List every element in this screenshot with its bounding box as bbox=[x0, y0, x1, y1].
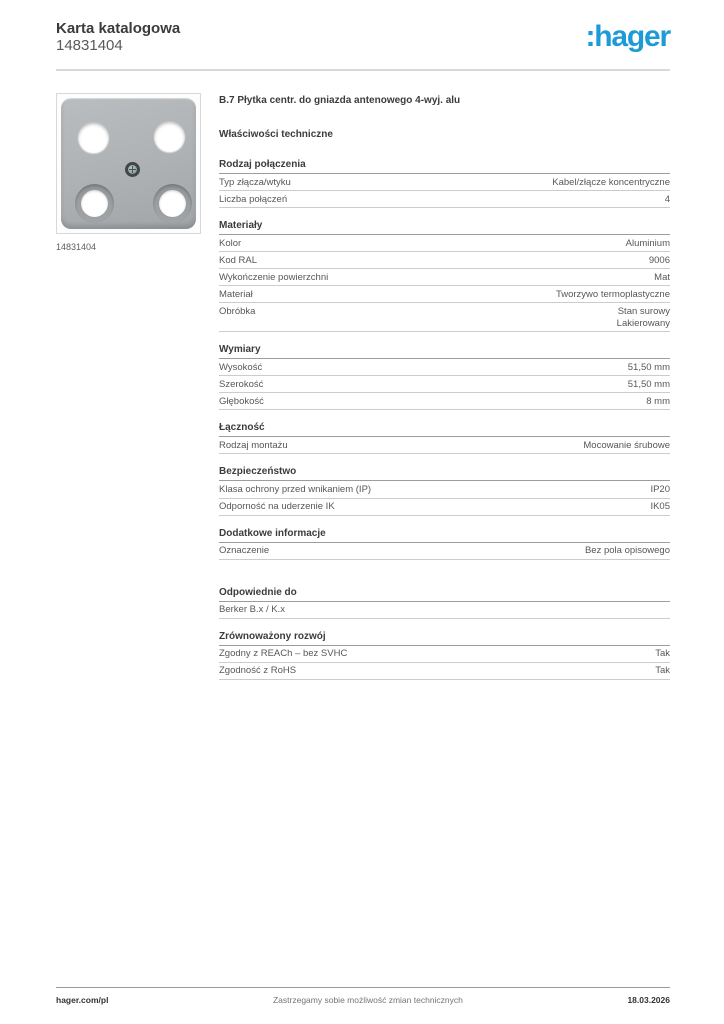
product-title: B.7 Płytka centr. do gniazda antenowego 4-wyj. alu bbox=[219, 95, 461, 106]
spec-label: Materiał bbox=[219, 288, 253, 300]
spec-section bbox=[219, 422, 670, 454]
section-title: Bezpieczeństwo bbox=[219, 466, 670, 481]
plate-hole-top-left bbox=[78, 122, 109, 153]
spec-label: Zgodny z REACh – bez SVHC bbox=[219, 648, 348, 660]
spec-label: Obróbka bbox=[219, 305, 256, 317]
spec-value: IK05 bbox=[650, 501, 670, 513]
spec-content bbox=[219, 95, 670, 680]
spec-row bbox=[219, 359, 670, 376]
spec-label: Rodzaj montażu bbox=[219, 439, 288, 451]
spec-row bbox=[219, 235, 670, 252]
screw-icon bbox=[125, 162, 140, 177]
spec-value: Mocowanie śrubowe bbox=[583, 439, 670, 451]
spec-section bbox=[219, 528, 670, 560]
product-figure bbox=[56, 93, 201, 252]
hager-logo: :hager bbox=[585, 20, 670, 53]
spec-row bbox=[219, 481, 670, 498]
spec-value: 9006 bbox=[648, 254, 670, 266]
footer-disclaimer: Zastrzegamy sobie możliwość zmian technicznych bbox=[272, 995, 463, 1005]
footer-date: 18.03.2026 bbox=[627, 995, 670, 1005]
page-header bbox=[56, 20, 670, 55]
spec-row bbox=[219, 269, 670, 286]
spec-label: Wykończenie powierzchni bbox=[219, 271, 329, 283]
spec-label: Berker B.x / K.x bbox=[219, 604, 285, 616]
spec-label: Szerokość bbox=[219, 378, 264, 390]
document-reference: 14831404 bbox=[56, 37, 123, 55]
spec-row bbox=[219, 499, 670, 516]
product-image bbox=[56, 93, 201, 234]
spec-value: Kabel/złącze koncentryczne bbox=[552, 176, 670, 188]
spec-label: Wysokość bbox=[219, 361, 263, 373]
spec-row bbox=[219, 663, 670, 680]
spec-row bbox=[219, 602, 670, 619]
spec-label: Klasa ochrony przed wnikaniem (IP) bbox=[219, 483, 372, 495]
spec-value: 8 mm bbox=[646, 395, 670, 407]
spec-row bbox=[219, 252, 670, 269]
section-title: Zrównoważony rozwój bbox=[219, 631, 670, 646]
section-title: Dodatkowe informacje bbox=[219, 528, 670, 543]
spec-label: Kolor bbox=[219, 237, 242, 249]
spec-value: Tak bbox=[655, 648, 670, 660]
cover-plate-illustration bbox=[61, 98, 196, 229]
spec-label: Kod RAL bbox=[219, 254, 258, 266]
section-title: Materiały bbox=[219, 220, 670, 235]
section-title: Rodzaj połączenia bbox=[219, 159, 670, 174]
spec-row bbox=[219, 174, 670, 191]
product-caption: 14831404 bbox=[56, 242, 97, 252]
section-title: Wymiary bbox=[219, 344, 670, 359]
spec-value: 51,50 mm bbox=[627, 361, 670, 373]
header-divider bbox=[56, 69, 670, 71]
spec-value: Tworzywo termoplastyczne bbox=[555, 288, 670, 300]
spec-section bbox=[219, 587, 670, 619]
plate-hole-bottom-left bbox=[75, 184, 114, 223]
spec-value: Bez pola opisowego bbox=[584, 545, 670, 557]
spec-value: IP20 bbox=[650, 483, 670, 495]
plate-hole-top-right bbox=[154, 121, 185, 152]
properties-heading: Właściwości techniczne bbox=[219, 129, 333, 140]
spec-sections bbox=[219, 159, 670, 680]
spec-row bbox=[219, 376, 670, 393]
footer-divider bbox=[56, 987, 670, 988]
spec-row bbox=[219, 437, 670, 454]
spec-row bbox=[219, 393, 670, 410]
spec-value: Stan surowy Lakierowany bbox=[616, 305, 670, 329]
spec-label: Oznaczenie bbox=[219, 545, 270, 557]
spec-label: Odporność na uderzenie IK bbox=[219, 501, 335, 513]
spec-row bbox=[219, 646, 670, 663]
spec-row bbox=[219, 286, 670, 303]
spec-section bbox=[219, 159, 670, 208]
document-title: Karta katalogowa bbox=[56, 20, 181, 37]
page-footer bbox=[56, 995, 670, 1005]
spec-section bbox=[219, 631, 670, 680]
spec-value: 51,50 mm bbox=[627, 378, 670, 390]
spec-section bbox=[219, 220, 670, 332]
spec-value: Mat bbox=[654, 271, 670, 283]
spec-row bbox=[219, 303, 670, 332]
spec-value: Tak bbox=[655, 665, 670, 677]
spec-section bbox=[219, 466, 670, 515]
header-title-block bbox=[56, 20, 180, 55]
spec-row bbox=[219, 191, 670, 208]
spec-label: Liczba połączeń bbox=[219, 193, 288, 205]
spec-label: Głębokość bbox=[219, 395, 264, 407]
spec-label: Zgodność z RoHS bbox=[219, 665, 297, 677]
footer-link[interactable]: hager.com/pl bbox=[56, 995, 109, 1005]
spec-value: Aluminium bbox=[625, 237, 670, 249]
spec-value: 4 bbox=[664, 193, 670, 205]
section-title: Odpowiednie do bbox=[219, 587, 670, 602]
plate-hole-bottom-right bbox=[153, 184, 192, 223]
section-title: Łączność bbox=[219, 422, 670, 437]
spec-row bbox=[219, 543, 670, 560]
spec-label: Typ złącza/wtyku bbox=[219, 176, 291, 188]
spec-section bbox=[219, 344, 670, 410]
